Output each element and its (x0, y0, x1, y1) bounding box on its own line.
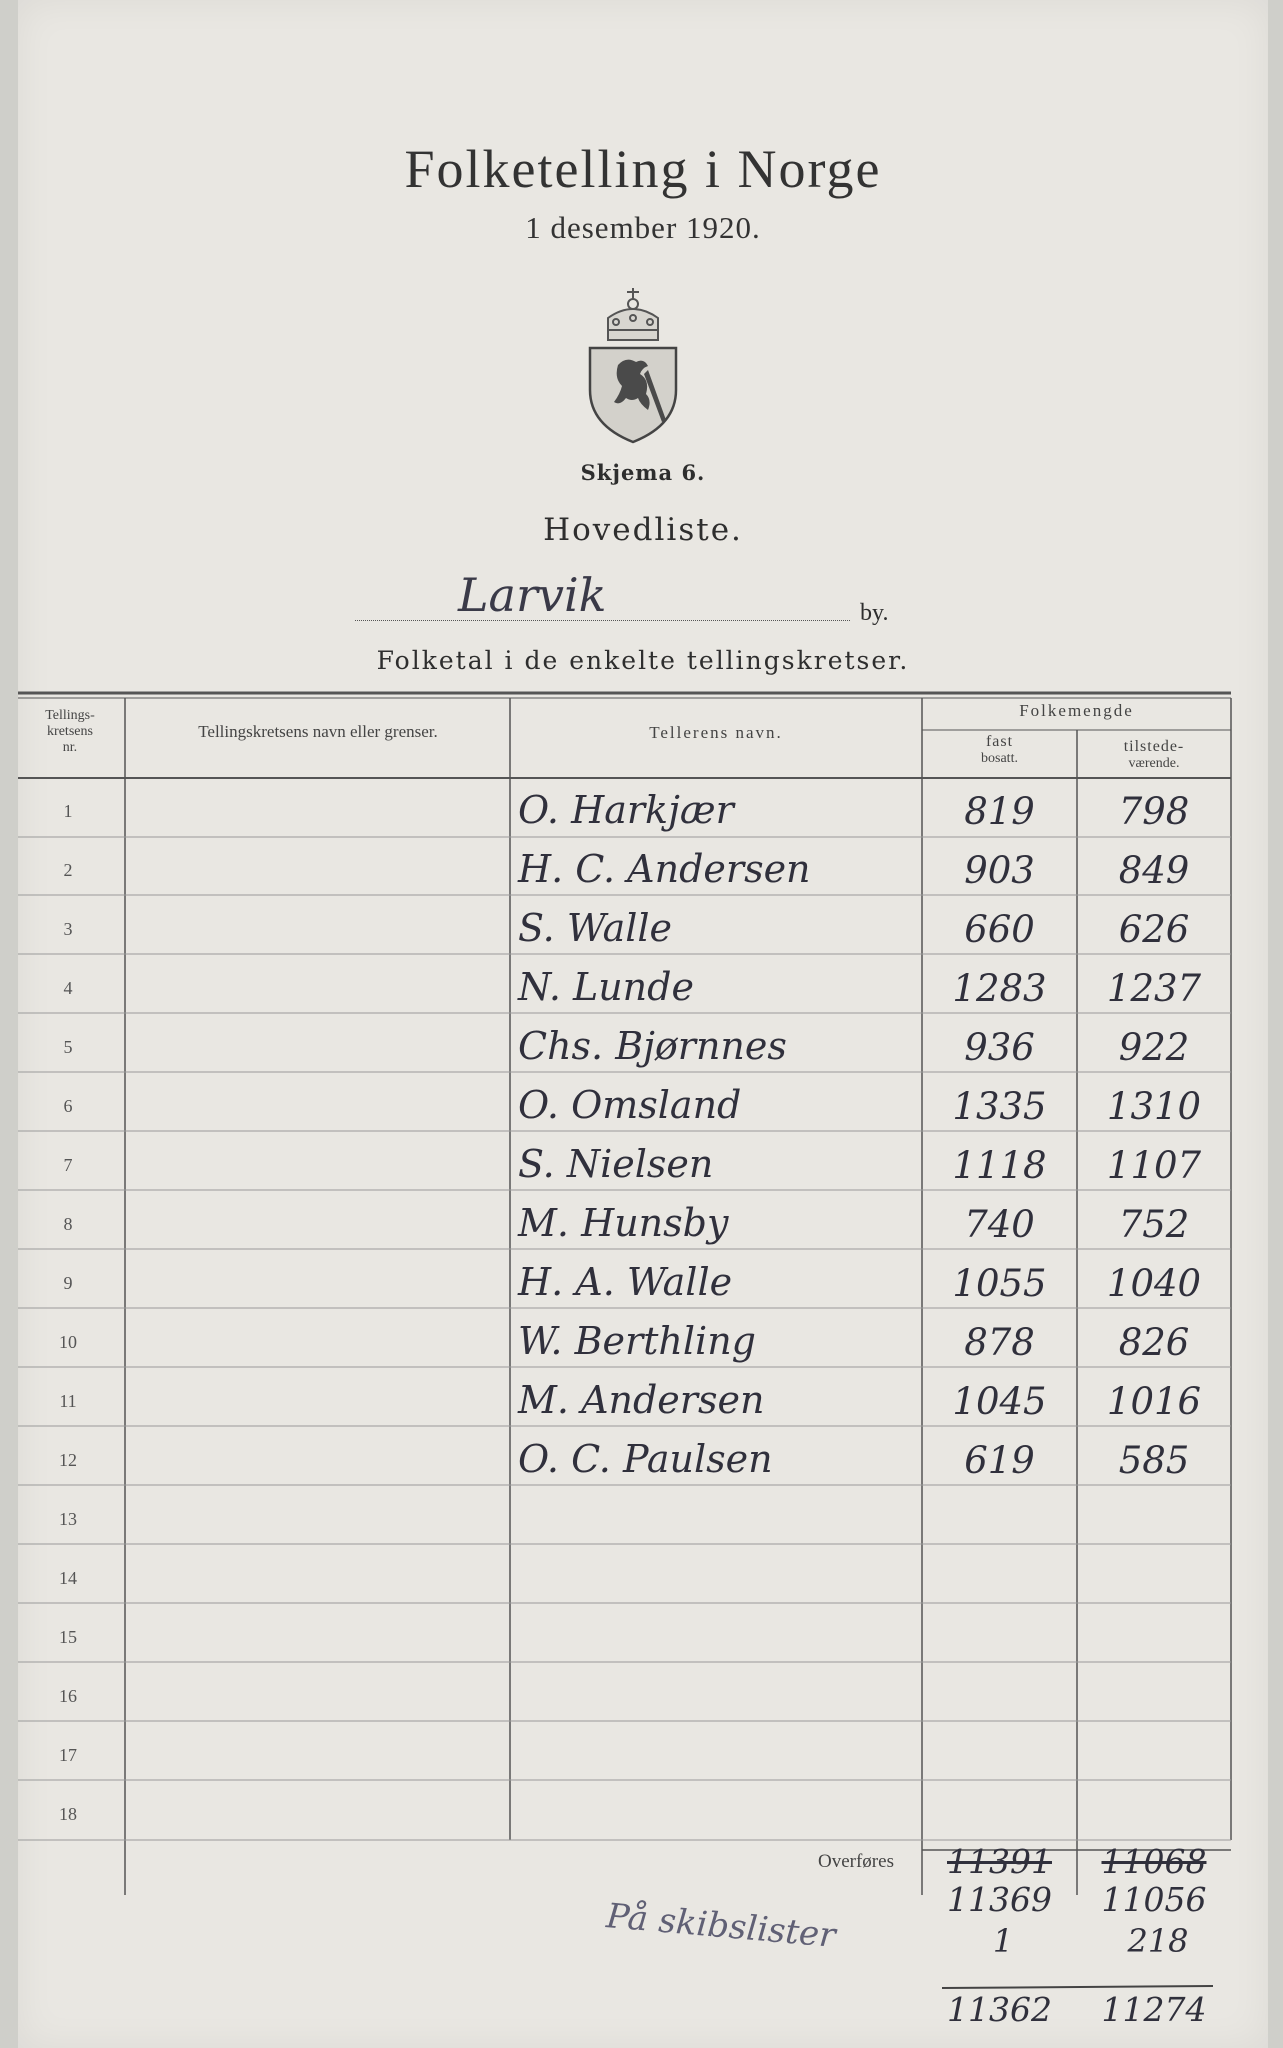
present-count: 849 (1118, 849, 1190, 892)
census-form-sheet (18, 0, 1268, 2048)
row-number: 3 (63, 919, 73, 939)
resident-count: 903 (964, 849, 1035, 892)
enumerator-name: M. Hunsby (518, 1201, 729, 1245)
row-number: 18 (59, 1804, 77, 1824)
enumerator-name: O. Harkjær (518, 788, 734, 832)
present-total-corrected: 11056 (1101, 1880, 1207, 1919)
carry-over-label: Overføres (818, 1851, 894, 1872)
present-count: 1107 (1106, 1144, 1202, 1187)
row-number: 14 (59, 1568, 77, 1588)
form-title: Folketelling i Norge (404, 139, 882, 199)
row-number: 5 (63, 1037, 73, 1057)
enumerator-name: O. C. Paulsen (518, 1437, 773, 1481)
row-number: 10 (59, 1332, 77, 1352)
present-count: 1040 (1106, 1262, 1202, 1305)
present-count: 752 (1118, 1203, 1190, 1246)
resident-count: 878 (964, 1321, 1035, 1364)
col-header-resident: fast bosatt. (981, 733, 1018, 767)
enumerator-name: S. Walle (518, 906, 673, 950)
resident-ship-list-addition: 1 (992, 1922, 1014, 1960)
row-number: 13 (59, 1509, 77, 1529)
totals-underline (18, 0, 1268, 2048)
enumerator-name: S. Nielsen (518, 1142, 714, 1186)
present-count: 1310 (1106, 1085, 1202, 1128)
resident-count: 1055 (952, 1262, 1047, 1305)
col-header-present: tilstede- værende. (1123, 738, 1185, 772)
present-count: 826 (1118, 1321, 1190, 1364)
enumerator-name: H. A. Walle (518, 1260, 733, 1304)
enumerator-name: H. C. Andersen (518, 847, 811, 891)
row-number: 17 (59, 1745, 77, 1765)
present-ship-list-addition: 218 (1127, 1922, 1189, 1960)
resident-count: 1335 (952, 1085, 1047, 1128)
present-count: 922 (1118, 1026, 1190, 1069)
city-name-handwritten: Larvik (458, 568, 607, 622)
present-count: 1237 (1106, 967, 1202, 1010)
col-header-enumerator: Tellerens navn. (649, 723, 783, 742)
resident-count: 619 (964, 1439, 1035, 1482)
resident-count: 819 (964, 790, 1035, 833)
table-heading: Folketal i de enkelte tellingskretser. (376, 646, 910, 675)
row-number: 2 (63, 860, 73, 880)
resident-count: 936 (964, 1026, 1035, 1069)
enumerator-name: M. Andersen (518, 1378, 765, 1422)
row-number: 4 (63, 978, 73, 998)
present-count: 626 (1118, 908, 1190, 951)
row-number: 11 (59, 1391, 77, 1411)
resident-count: 660 (964, 908, 1035, 951)
enumerator-name: Chs. Bjørnnes (518, 1024, 787, 1068)
row-number: 9 (63, 1273, 73, 1293)
present-count: 585 (1118, 1439, 1190, 1482)
present-total-final: 11274 (1101, 1990, 1207, 2029)
resident-count: 1118 (952, 1144, 1047, 1187)
resident-count: 1045 (952, 1380, 1047, 1423)
row-number: 1 (63, 801, 73, 821)
enumerator-name: O. Omsland (518, 1083, 742, 1127)
row-number: 6 (63, 1096, 73, 1116)
col-header-district-name: Tellingskretsens navn eller grenser. (198, 722, 438, 741)
row-number: 16 (59, 1686, 77, 1706)
city-suffix: by. (860, 600, 889, 626)
ship-list-note: På skibslister (604, 1896, 838, 1956)
resident-total-final: 11362 (947, 1990, 1052, 2029)
col-header-nr: Tellings- kretsens nr. (45, 708, 95, 756)
row-number: 15 (59, 1627, 77, 1647)
row-number: 7 (63, 1155, 73, 1175)
row-number: 12 (59, 1450, 77, 1470)
row-number: 8 (63, 1214, 73, 1234)
present-total-struck: 11068 (1101, 1842, 1207, 1881)
col-header-population: Folkemengde (1019, 701, 1134, 720)
form-date: 1 desember 1920. (525, 210, 761, 245)
resident-count: 1283 (952, 967, 1047, 1010)
present-count: 1016 (1106, 1380, 1202, 1423)
present-count: 798 (1118, 790, 1190, 833)
resident-count: 740 (964, 1203, 1035, 1246)
list-title: Hovedliste. (543, 512, 743, 548)
resident-total-struck: 11391 (947, 1842, 1052, 1881)
schema-number: Skjema 6. (580, 460, 706, 485)
enumerator-name: N. Lunde (518, 965, 694, 1009)
enumerator-name: W. Berthling (518, 1319, 757, 1363)
resident-total-corrected: 11369 (947, 1880, 1052, 1919)
